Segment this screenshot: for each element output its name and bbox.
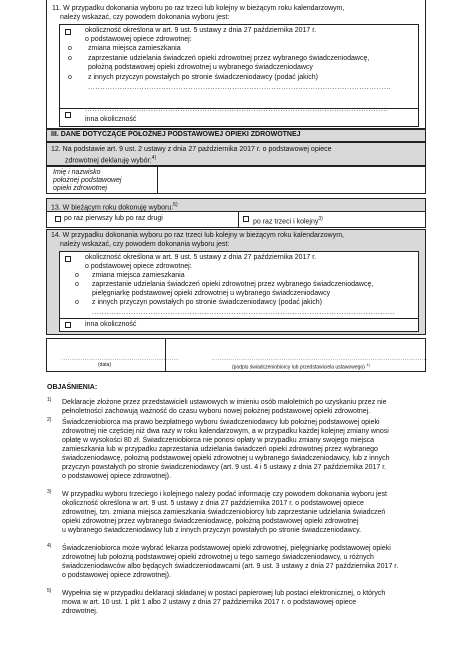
note-2-line: o podstawowej opiece zdrowotnej).	[62, 473, 171, 480]
section-14-bullet-a: o	[75, 272, 79, 279]
midwife-name-input[interactable]	[158, 167, 424, 193]
midwife-name-label-3: opieki zdrowotnej	[53, 185, 108, 192]
section-11-sub-b-line1: zaprzestanie udzielania świadczeń opieki zdrowotnej przez wybranego świadczeniodawcę,	[88, 55, 370, 62]
section-11-option1-line1: okoliczność określona w art. 9 ust. 5 ustawy z dnia 27 października 2017 r.	[85, 27, 317, 34]
section-14-bullet-c: o	[75, 299, 79, 306]
section-14-bullet-b: o	[75, 281, 79, 288]
section-3-header: III. DANE DOTYCZĄCE POŁOŻNEJ PODSTAWOWEJ OPIEKI ZDROWOTNEJ	[51, 131, 301, 138]
section-11-option1-line2: o podstawowej opiece zdrowotnej:	[85, 36, 192, 43]
note-2-line: opłatę w wysokości 80 zł. Świadczeniobiorca nie ponosi opłaty w przypadku zmiany swojego miejsca	[62, 437, 375, 444]
section-11-bullet-a: o	[68, 45, 72, 52]
note-3-line: W przypadku wyboru trzeciego i kolejnego należy podać informację czy powodem dokonania wyboru jest	[62, 491, 387, 498]
date-caption: (data)	[98, 362, 112, 368]
midwife-name-label-2: położnej podstawowej	[53, 177, 122, 184]
note-4-line: zdrowotnej lub położną podstawowej opieki zdrowotnej u tego samego świadczeniodawcy, u różnych	[62, 554, 374, 561]
note-3-line: okoliczność określona w art. 9 ust. 5 ustawy z dnia 27 października 2017 r. o podstawowej opiece	[62, 500, 364, 507]
section-13-option2: po raz trzeci i kolejny$^{3)}$	[253, 216, 323, 226]
note-1-line: Deklaracje złożone przez przedstawicieli ustawowych w imieniu osób małoletnich po uzyskaniu przez nie	[62, 399, 387, 406]
section-11-sub-c: z innych przyczyn powstałych po stronie świadczeniodawcy (podać jakich)	[88, 74, 318, 81]
section-13-split	[238, 211, 239, 228]
section-13-checkbox-first-second[interactable]	[55, 216, 61, 222]
note-2-line: zdrowotnej nie częściej niż dwa razy w roku kalendarzowym, a w przypadku każdej kolejnej zmiany wnosi	[62, 428, 389, 435]
signature-input-line[interactable]: ..................................................................................................................	[212, 356, 428, 362]
note-5-line: mowa w art. 10 ust. 1 pkt 1 albo 2 ustawy z dnia 27 października 2017 r. o podstawowej opiece	[62, 599, 357, 606]
note-4-line: o podstawowej opiece zdrowotnej).	[62, 572, 171, 579]
section-11-checkbox-circumstance[interactable]	[65, 29, 71, 35]
note-2-line: zamieszkania lub w przypadku zaprzestania udzielania świadczeń opieki zdrowotnej przez wybranego	[62, 446, 378, 453]
note-2-line: przyczyn powstałych po stronie świadczeniodawcy (art. 9 ust. 4 i 5 ustawy z dnia 27 października 2017 r.	[62, 464, 387, 471]
section-11-checkbox-other[interactable]	[65, 112, 71, 118]
note-5-marker: 5)	[47, 588, 52, 594]
section-14-divider	[59, 318, 419, 319]
section-11-question-line1: 11. W przypadku dokonania wyboru po raz trzeci lub kolejny w bieżącym roku kalendarzowym,	[52, 5, 345, 12]
section-11-bullet-b: o	[68, 55, 72, 62]
section-13-question: 13. W bieżącym roku dokonuję wyboru:$^{5)}$	[51, 202, 178, 212]
explanations-heading: OBJAŚNIENIA:	[47, 384, 98, 391]
note-1-marker: 1)	[47, 397, 52, 403]
note-2-line: Świadczeniobiorca ma prawo bezpłatnego wyboru świadczeniodawcy lub położnej podstawowej opieki	[62, 419, 380, 426]
note-4-line: świadczeniodawców albo będących świadczeniodawcami (art. 9 ust. 3 ustawy z dnia 27 października 2017 r.	[62, 563, 399, 570]
section-14-sub-a: zmiana miejsca zamieszkania	[92, 272, 185, 279]
section-11-other-reason-field[interactable]: ............................................................................................................................	[88, 84, 392, 91]
section-14-option2: inna okoliczność	[85, 321, 137, 328]
section-13-checkbox-third-plus[interactable]	[243, 216, 249, 222]
section-14-checkbox-circumstance[interactable]	[65, 256, 71, 262]
section-11-bullet-c: o	[68, 74, 72, 81]
signature-caption: (podpis świadczeniobiorcy lub przedstawiciela ustawowego) $^{1)}$	[232, 362, 370, 371]
note-2-marker: 2)	[47, 417, 52, 423]
section-11-option2: inna okoliczność	[85, 116, 137, 123]
section-11-question-line2: należy wskazać, czy powodem dokonania wyboru jest:	[60, 14, 230, 21]
midwife-name-label-1: Imię i nazwisko	[53, 169, 101, 176]
section-12-question-line1: 12. Na podstawie art. 9 ust. 2 ustawy z dnia 27 października 2017 r. o podstawowej opiece	[51, 146, 332, 153]
section-14-sub-b-line1: zaprzestanie udzielania świadczeń opieki zdrowotnej przez wybranego świadczeniodawcę,	[92, 281, 374, 288]
note-3-marker: 3)	[47, 489, 52, 495]
section-14-sub-b-line2: pielęgniarkę podstawowej opieki zdrowotnej u wybranego świadczeniodawcy	[92, 290, 331, 297]
section-14-checkbox-other[interactable]	[65, 322, 71, 328]
section-11-other-field[interactable]: ............................................................................................................................	[85, 106, 389, 113]
section-12-question-line2: zdrowotnej deklaruję wybór:$^{4)}$	[65, 155, 157, 165]
note-5-line: zdrowotnej.	[62, 608, 98, 615]
section-11-sub-b-line2: położną podstawowej opieki zdrowotnej u wybranego świadczeniodawcy	[88, 64, 313, 71]
section-14-question-line2: należy wskazać, czy powodem dokonania wyboru jest:	[60, 241, 230, 248]
note-3-line: u wybranego świadczeniodawcy lub z innych przyczyn powstałych po stronie świadczeniodawcy.	[62, 527, 362, 534]
note-3-line: opieki zdrowotnej przez wybranego świadczeniodawcę, położną podstawowej opieki zdrowotnej	[62, 518, 359, 525]
note-3-line: zdrowotnej, tzn. zmiana miejsca zamieszkania świadczeniobiorcy lub zaprzestanie udzielania świadczeń	[62, 509, 386, 516]
note-4-marker: 4)	[47, 543, 52, 549]
section-13-option1: po raz pierwszy lub po raz drugi	[64, 215, 163, 222]
note-1-line: pełnoletności zachowują ważność do czasu wyboru nowej położnej podstawowej opieki zdrowotnej.	[62, 408, 371, 415]
section-14-other-reason-field[interactable]: ............................................................................................................................	[92, 309, 396, 316]
section-14-option1-line1: okoliczność określona w art. 9 ust. 5 ustawy z dnia 27 października 2017 r.	[85, 254, 317, 261]
note-4-line: Świadczeniobiorca może wybrać lekarza podstawowej opieki zdrowotnej, pielęgniarkę podstawowej opieki	[62, 545, 391, 552]
note-5-line: Wypełnia się w przypadku deklaracji składanej w postaci papierowej lub postaci elektronicznej, o których	[62, 590, 386, 597]
section-14-sub-c: z innych przyczyn powstałych po stronie świadczeniodawcy (podać jakich)	[92, 299, 322, 306]
section-11-sub-a: zmiana miejsca zamieszkania	[88, 45, 181, 52]
section-14-question-line1: 14. W przypadku dokonania wyboru po raz trzeci lub kolejny w bieżącym roku kalendarzowym,	[51, 232, 344, 239]
section-14-option1-line2: o podstawowej opiece zdrowotnej:	[85, 263, 192, 270]
note-2-line: świadczeniodawcę, położną podstawowej opieki zdrowotnej u wybranego świadczeniodawcy, lub z innych	[62, 455, 390, 462]
section-13-divider	[46, 211, 426, 212]
date-input-line[interactable]: ..............................................................	[62, 356, 180, 362]
